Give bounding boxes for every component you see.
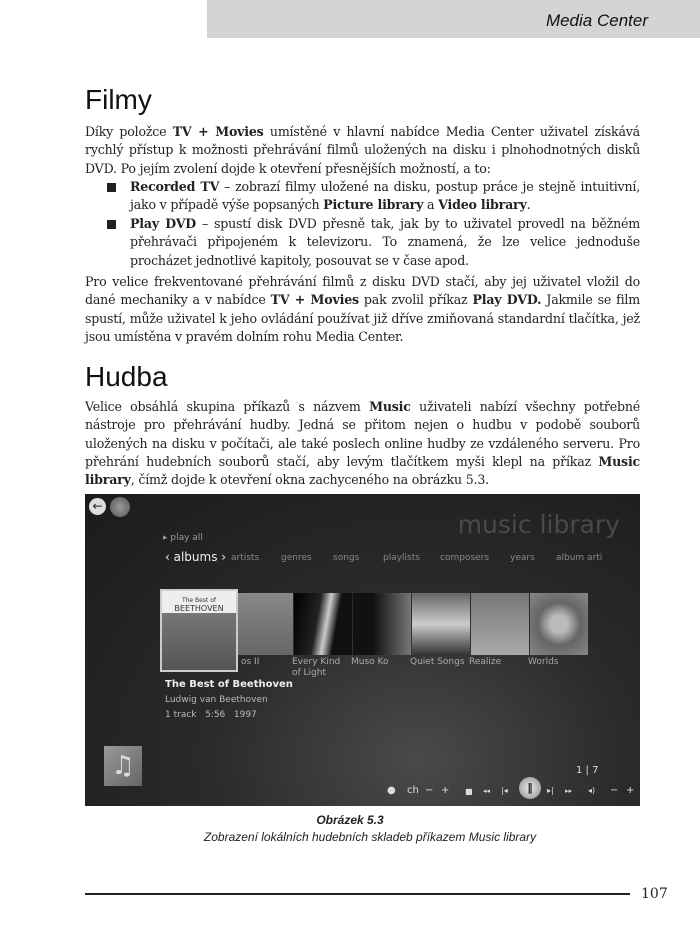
album-label: Every Kind of Light bbox=[292, 657, 341, 678]
tab-composers: composers bbox=[440, 553, 490, 563]
cover-text: The Best of bbox=[181, 597, 217, 604]
text: . bbox=[526, 197, 531, 213]
album-label: Worlds bbox=[528, 657, 559, 667]
album-label: Quiet Songs bbox=[410, 657, 465, 667]
previous-button[interactable]: |◂ bbox=[501, 786, 508, 795]
play-icon: ▸ bbox=[163, 533, 171, 543]
list-item bbox=[130, 215, 640, 270]
text: – zobrazí filmy uložené na disku, postup práce je stejně intuitivní, jako v případě výše popsaných bbox=[130, 179, 640, 213]
paragraph bbox=[85, 123, 640, 178]
bold-term: Picture library bbox=[323, 197, 424, 213]
tab-artists: artists bbox=[231, 553, 260, 563]
tab-genres: genres bbox=[281, 553, 312, 563]
tab-songs: songs bbox=[333, 553, 360, 563]
text: Velice obsáhlá skupina příkazů s názvem bbox=[85, 399, 370, 414]
page-current: 1 bbox=[576, 765, 583, 776]
text: , čímž dojde k otevření okna zachyceného na obrázku 5.3. bbox=[130, 472, 489, 488]
text: uživateli nabízí všechny potřebné nástroje pro přehrávání hudby. Jedná se přitom nejen o hudbu v podobě souborů uložených na disku v počítači, ale také poslech online hudby ze vzdáleného serveru. Pro přehrání hudebních souborů stačí, aby levým tlačítkem myši klepl na příkaz bbox=[85, 399, 640, 469]
next-button[interactable]: ▸| bbox=[547, 786, 554, 795]
list-item bbox=[130, 178, 640, 215]
bold-term: Music bbox=[369, 399, 411, 414]
page-total: 7 bbox=[592, 765, 599, 776]
text: – spustí disk DVD přesně tak, jak by to uživatel provedl na běžném přehrávači připojeném k televizoru. To znamená, že lze velice jednoduše procházet jednotlivé kapitoly, posouvat se v čase apod. bbox=[130, 216, 640, 268]
running-header bbox=[207, 0, 700, 38]
channel-label: ch bbox=[407, 785, 419, 796]
bold-term: Play DVD bbox=[130, 216, 197, 231]
figure-caption: Zobrazení lokálních hudebních skladeb příkazem Music library bbox=[203, 830, 537, 844]
back-icon: ← bbox=[89, 498, 106, 515]
screen-title: music library bbox=[457, 510, 620, 539]
tab-album-artists: album arti bbox=[556, 553, 603, 563]
album-tile bbox=[294, 593, 352, 655]
mute-button[interactable]: ◂) bbox=[588, 786, 596, 795]
record-button[interactable]: ● bbox=[387, 785, 396, 796]
channel-up-button[interactable]: + bbox=[441, 785, 450, 796]
bullet-icon bbox=[107, 220, 116, 229]
pause-button[interactable]: ‖ bbox=[519, 777, 541, 799]
album-tile bbox=[235, 593, 293, 655]
channel-down-button[interactable]: − bbox=[425, 785, 434, 796]
selected-album-artist: Ludwig van Beethoven bbox=[165, 695, 268, 705]
album-tile bbox=[412, 593, 470, 655]
page-number: 107 bbox=[641, 886, 668, 902]
section-title: Media Center bbox=[545, 11, 648, 30]
text: umístěné v hlavní nabídce Media Center uživatel získává rychlý přístup k možnosti přehrávání filmů uložených na disku i plnohodnotných disků DVD. Po jejím zvolení dojde k otevření přesnějších možností, a to: bbox=[85, 124, 640, 176]
bold-term: Play DVD. bbox=[472, 292, 542, 308]
windows-start-icon bbox=[110, 497, 130, 517]
volume-up-button[interactable]: + bbox=[626, 785, 635, 796]
footer-rule bbox=[85, 893, 630, 895]
text: pak zvolil příkaz bbox=[358, 292, 473, 308]
text: Jakmile se film spustí, může uživatel k jeho ovládání používat již dříve zmiňovaná standardní tlačítka, jež jsou umístěna v pravém dolním rohu Media Center. bbox=[85, 292, 640, 344]
tab-years: years bbox=[510, 553, 535, 563]
bold-term: Music library bbox=[85, 453, 640, 488]
cover-text: BEETHOVEN bbox=[174, 604, 224, 613]
heading-hudba: Hudba bbox=[85, 361, 168, 392]
bold-term: Recorded TV bbox=[130, 179, 220, 194]
album-label: os II bbox=[241, 657, 260, 667]
album-tile bbox=[530, 593, 588, 655]
selected-album-title: The Best of Beethoven bbox=[165, 679, 293, 690]
bold-term: Video library bbox=[438, 197, 527, 213]
selected-album-info: 1 track 5:56 1997 bbox=[165, 710, 257, 720]
tab-playlists: playlists bbox=[383, 553, 420, 563]
album-tile bbox=[353, 593, 411, 655]
text: a bbox=[423, 197, 439, 213]
album-label: Realize bbox=[469, 657, 502, 667]
bold-term: TV + Movies bbox=[172, 124, 264, 139]
heading-filmy: Filmy bbox=[85, 84, 152, 115]
rewind-button[interactable]: ◂◂ bbox=[483, 787, 491, 795]
album-tile bbox=[471, 593, 529, 655]
paragraph bbox=[85, 273, 640, 346]
figure-label: Obrázek 5.3 bbox=[316, 813, 384, 827]
text: Pro velice frekventované přehrávání filmů z disku DVD stačí, aby jej uživatel vložil do dané mechaniky a v nabídce bbox=[85, 274, 640, 308]
album-label: Muso Ko bbox=[351, 657, 389, 667]
play-all-label: play all bbox=[170, 533, 203, 543]
stop-button[interactable]: ■ bbox=[465, 787, 473, 796]
paragraph bbox=[85, 398, 640, 489]
page-indicator: 1 | 7 bbox=[576, 765, 599, 776]
selected-album-cover bbox=[160, 589, 238, 672]
media-center-screenshot bbox=[85, 494, 640, 806]
music-note-icon: ♫ bbox=[104, 746, 142, 786]
text: Díky položce bbox=[85, 124, 173, 139]
fast-forward-button[interactable]: ▸▸ bbox=[565, 787, 573, 795]
volume-down-button[interactable]: − bbox=[610, 785, 619, 796]
bullet-icon bbox=[107, 183, 116, 192]
play-all bbox=[163, 533, 203, 543]
bold-term: TV + Movies bbox=[270, 292, 359, 308]
tab-albums: ‹ albums › bbox=[165, 550, 227, 564]
